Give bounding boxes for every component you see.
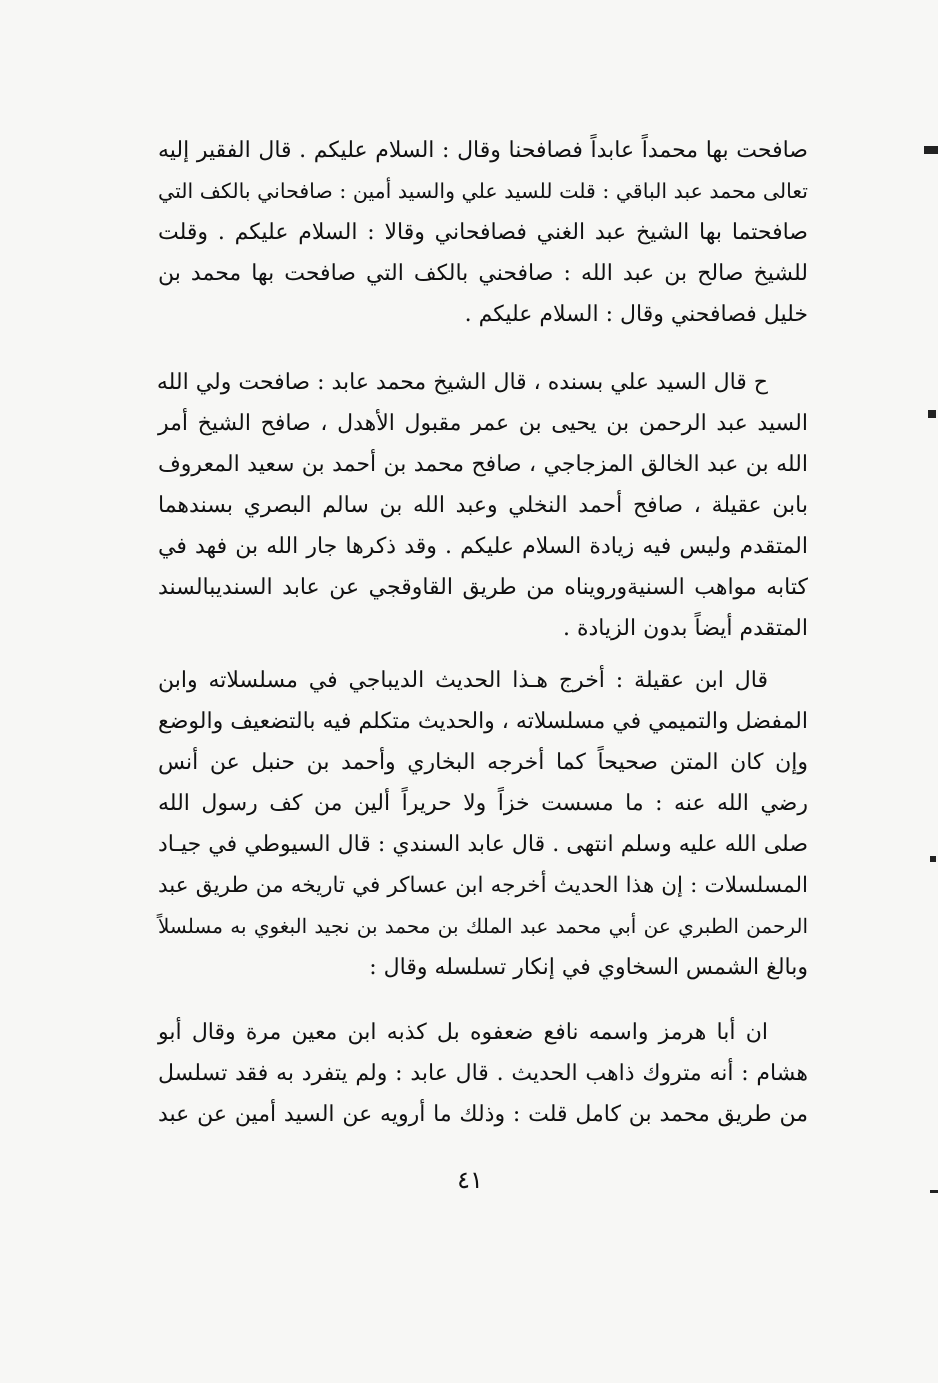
text-line: الرحمن الطبري عن أبي محمد عبد الملك بن محمد بن نجيد البغوي به مسلسلاً [158,914,808,938]
text-line: المتقدم أيضاً بدون الزيادة . [562,616,808,641]
text-line: كتابه مواهب السنيةورويناه من طريق القاوقجي عن عابد السنديبالسند [158,575,808,600]
text-line: صافحتما بها الشيخ عبد الغني فصافحاني وقالا : السلام عليكم . وقلت [158,220,808,245]
text-line: السيد عبد الرحمن بن يحيى بن عمر مقبول الأهدل ، صافح الشيخ أمر [158,411,808,436]
margin-mark [928,410,936,418]
margin-mark [930,1190,938,1193]
text-line: رضي الله عنه : ما مسست خزاً ولا حريراً ألين من كف رسول الله [158,791,808,816]
text-line: خليل فصافحني وقال : السلام عليكم . [464,302,808,327]
paragraph-4 [158,1012,808,1135]
text-line: هشام : أنه متروك ذاهب الحديث . قال عابد : ولم يتفرد به فقد تسلسل [158,1061,808,1086]
text-line: صلى الله عليه وسلم انتهى . قال عابد السندي : قال السيوطي في جيـاد [158,832,808,857]
paragraph-2 [158,362,808,649]
text-line: ان أبا هرمز واسمه نافع ضعفوه بل كذبه ابن معين مرة وقال أبو [158,1020,768,1045]
text-line: وبالغ الشمس السخاوي في إنكار تسلسله وقال : [369,955,808,980]
text-line: الله بن عبد الخالق المزجاجي ، صافح محمد بن أحمد بن سعيد المعروف [158,452,808,477]
margin-mark [930,856,936,862]
text-line: صافحت بها محمداً عابداً فصافحنا وقال : السلام عليكم . قال الفقير إليه [158,138,808,163]
text-line: المفضل والتميمي في مسلسلاته ، والحديث متكلم فيه بالتضعيف والوضع [158,709,808,734]
text-line: المتقدم وليس فيه زيادة السلام عليكم . وقد ذكرها جار الله بن فهد في [158,534,808,559]
text-line: وإن كان المتن صحيحاً كما أخرجه البخاري وأحمد بن حنبل عن أنس [158,750,808,775]
page-number: ٤١ [457,1166,483,1194]
text-line: ح قال السيد علي بسنده ، قال الشيخ محمد عابد : صافحت ولي الله [156,370,768,395]
paragraph-3 [158,660,808,988]
text-line: قال ابن عقيلة : أخرج هـذا الحديث الديباجي في مسلسلاته وابن [158,668,768,693]
text-line: من طريق محمد بن كامل قلت : وذلك ما أرويه عن السيد أمين عن عبد [158,1102,808,1127]
text-line: للشيخ صالح بن عبد الله : صافحني بالكف التي صافحت بها محمد بن [158,261,808,286]
text-line: المسلسلات : إن هذا الحديث أخرجه ابن عساكر في تاريخه من طريق عبد [158,873,808,898]
paragraph-1 [158,130,808,335]
margin-mark [924,146,938,154]
text-line: بابن عقيلة ، صافح أحمد النخلي وعبد الله بن سالم البصري بسندهما [158,493,808,518]
text-line: تعالى محمد عبد الباقي : قلت للسيد علي والسيد أمين : صافحاني بالكف التي [158,179,808,203]
